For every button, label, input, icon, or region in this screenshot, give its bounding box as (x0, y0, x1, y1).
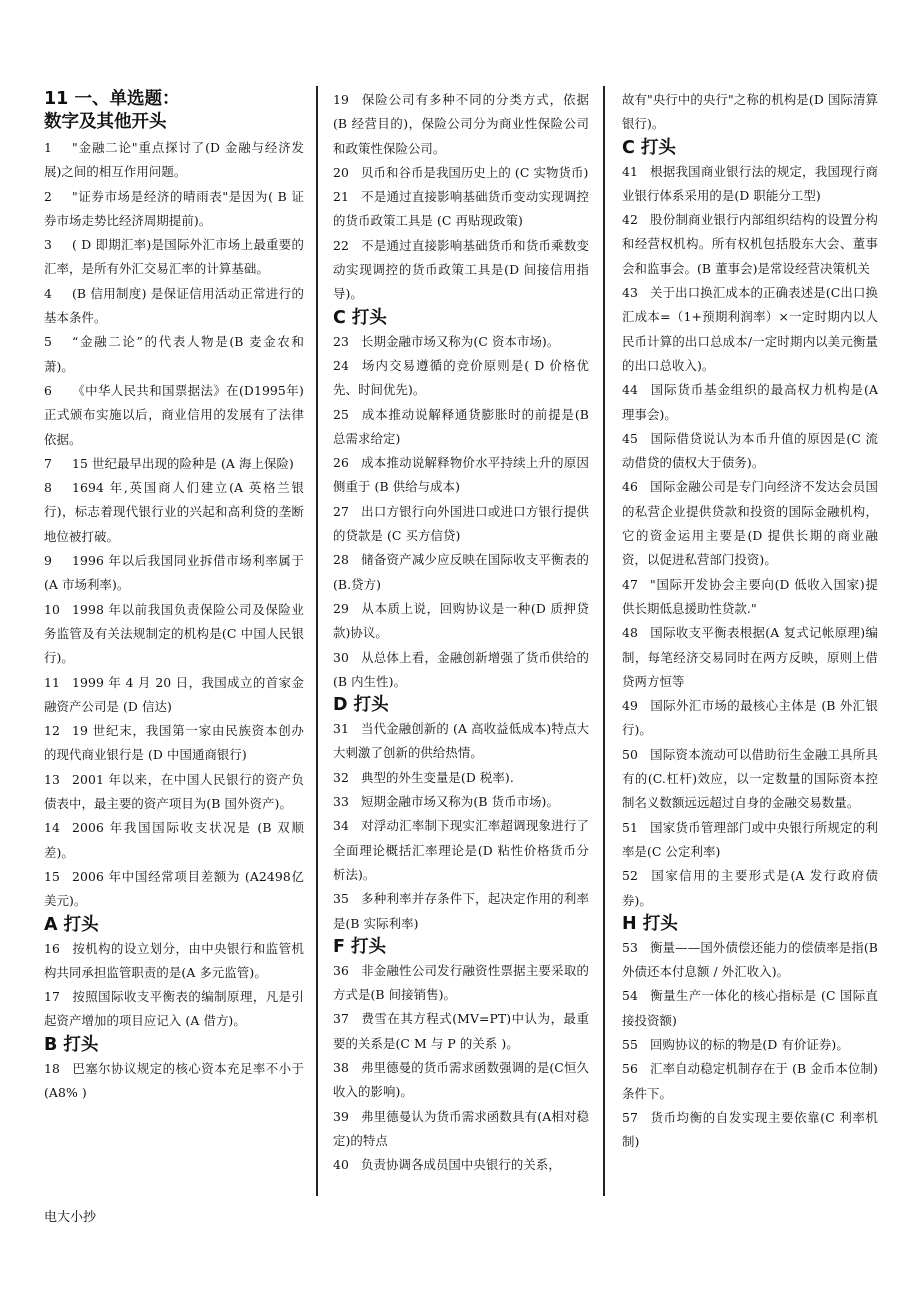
question-number: 8 (44, 480, 52, 496)
question-item (44, 671, 304, 720)
letter-heading: F 打头 (333, 936, 387, 957)
question-text: 1999 年 4 月 20 日，我国成立的首家金融资产公司是 (D 信达) (44, 674, 304, 714)
question-number: 48 (622, 625, 638, 641)
column-2 (333, 88, 589, 1177)
question-number: 41 (622, 163, 638, 179)
question-text: 贝币和谷币是我国历史上的 (C 实物货币) (361, 164, 589, 180)
question-number: 1 (44, 140, 52, 155)
question-number: 21 (333, 189, 349, 205)
question-text: "金融二论"重点探讨了(D 金融与经济发展)之间的相互作用问题。 (44, 140, 304, 180)
question-number: 36 (333, 962, 349, 978)
question-item (44, 937, 304, 986)
question-text: 不是通过直接影响基础货币和货币乘数变动实现调控的货币政策工具是(D 间接信用指导)。 (333, 237, 589, 302)
question-number: 28 (333, 552, 349, 568)
letter-heading: C 打头 (333, 307, 387, 328)
question-text: (B 信用制度) 是保证信用活动正常进行的基本条件。 (44, 285, 304, 326)
question-text: 衡量生产一体化的核心指标是 (C 国际直接投资额) (622, 988, 878, 1028)
question-item (622, 936, 878, 985)
question-text: 货币均衡的自发实现主要依靠(C 利率机制) (622, 1109, 878, 1150)
question-number: 38 (333, 1059, 349, 1075)
question-text: 长期金融市场又称为(C 资本市场)。 (361, 333, 560, 349)
question-item (44, 719, 304, 768)
question-list (333, 88, 589, 1177)
question-number: 47 (622, 576, 638, 592)
question-item (44, 233, 304, 282)
question-item (622, 475, 878, 572)
letter-heading: C 打头 (622, 137, 676, 158)
question-text: 1998 年以前我国负责保险公司及保险业务监管及有关法规制定的机构是(C 中国人民银行)。 (44, 601, 304, 666)
question-text: 汇率自动稳定机制存在于 (B 金币本位制) 条件下。 (622, 1061, 878, 1101)
question-text: “金融二论”的代表人物是(B 麦金农和萧)。 (44, 334, 304, 374)
column-divider (603, 86, 605, 1196)
question-number: 22 (333, 237, 349, 253)
question-item (622, 984, 878, 1033)
question-number: 40 (333, 1157, 349, 1173)
letter-heading: D 打头 (333, 695, 389, 716)
question-item (333, 451, 589, 500)
question-number: 26 (333, 455, 349, 471)
question-list (622, 88, 878, 1154)
question-item (44, 452, 304, 476)
column-divider (316, 86, 318, 1196)
question-number: 27 (333, 503, 349, 519)
question-number: 17 (44, 989, 60, 1005)
question-text: 2006 年我国国际收支状况是 (B 双顺差)。 (44, 820, 304, 860)
question-number: 44 (622, 382, 638, 398)
question-item (333, 1153, 589, 1177)
question-item (44, 476, 304, 549)
question-text: 场内交易遵循的竞价原则是( D 价格优先、时间优先)。 (333, 357, 589, 398)
question-item (333, 814, 589, 887)
section-subtitle: 数字及其他开头 (44, 112, 167, 132)
question-number: 20 (333, 164, 349, 180)
question-item (333, 330, 589, 354)
question-item (333, 403, 589, 452)
question-item (333, 887, 589, 936)
question-text: 不是通过直接影响基础货币变动实现调控的货币政策工具是 (C 再贴现政策) (333, 189, 589, 229)
question-item (333, 790, 589, 814)
question-number: 55 (622, 1036, 638, 1052)
question-number: 3 (44, 237, 52, 253)
question-text: 弗里德曼认为货币需求函数具有(A相对稳定)的特点 (333, 1108, 589, 1148)
question-number: 29 (333, 600, 349, 616)
question-number: 18 (44, 1060, 60, 1076)
question-text: 从总体上看，金融创新增强了货币供给的(B 内生性)。 (333, 649, 589, 689)
question-item (333, 354, 589, 403)
question-text: 出口方银行向外国进口或进口方银行提供的贷款是 (C 买方信贷) (333, 503, 589, 544)
question-text: 国际货币基金组织的最高权力机构是(A 理事会)。 (622, 382, 878, 422)
question-number: 57 (622, 1109, 638, 1125)
question-text: 巴塞尔协议规定的核心资本充足率不小于(A8% ) (44, 1060, 304, 1100)
question-number: 13 (44, 771, 60, 787)
question-number: 11 (44, 674, 60, 690)
question-number: 14 (44, 820, 60, 836)
question-item (333, 717, 589, 766)
question-item (333, 234, 589, 307)
question-item (333, 959, 589, 1008)
question-number: 35 (333, 891, 349, 907)
question-item (622, 573, 878, 622)
question-text: 国际资本流动可以借助衍生金融工具所具有的(C.杠杆)效应，以一定数量的国际资本控制名义数额远远超过自身的金融交易数量。 (622, 746, 878, 811)
question-text: 1996 年以后我国同业拆借市场利率属于(A 市场利率)。 (44, 553, 304, 593)
column-1 (44, 88, 304, 1105)
question-number: 32 (333, 769, 349, 785)
question-text: 2001 年以来，在中国人民银行的资产负债表中，最主要的资产项目为(B 国外资产)。 (44, 771, 304, 812)
question-item (44, 136, 304, 185)
letter-heading: B 打头 (44, 1034, 99, 1055)
question-text: 国家信用的主要形式是(A 发行政府债券)。 (622, 868, 878, 908)
question-text: 衡量——国外债偿还能力的偿债率是指(B 外债还本付息额 / 外汇收入)。 (622, 939, 878, 980)
question-item (333, 500, 589, 549)
question-text: 非金融性公司发行融资性票据主要采取的方式是(B 间接销售)。 (333, 962, 589, 1003)
question-text: 股份制商业银行内部组织结构的设置分构和经营权机构。所有权机包括股东大会、董事会和监事会。(B 董事会)是常设经营决策机关 (622, 212, 878, 276)
question-number: 10 (44, 601, 60, 617)
question-text: 关于出口换汇成本的正确表述是(C出口换汇成本=（1+预期利润率）×一定时期内以人民币计算的出口总成本/一定时期内以美元衡量的出口总收入)。 (622, 285, 878, 373)
question-text: 回购协议的标的物是(D 有价证券)。 (650, 1036, 849, 1052)
question-number: 15 (44, 868, 60, 884)
column-3 (622, 88, 878, 1154)
question-number: 54 (622, 988, 638, 1004)
question-item (622, 88, 878, 137)
question-text: 15 世纪最早出现的险种是 (A 海上保险) (72, 455, 294, 471)
question-number: 16 (44, 940, 60, 956)
question-text: 2006 年中国经常项目差额为 (A2498亿美元)。 (44, 868, 304, 909)
question-item (622, 1057, 878, 1106)
question-item (44, 768, 304, 817)
question-item (44, 598, 304, 671)
question-text: 故有"央行中的央行"之称的机构是(D 国际清算银行)。 (622, 92, 878, 132)
question-text: "证券市场是经济的晴雨表"是因为( B 证券市场走势比经济周期提前)。 (44, 188, 304, 228)
question-number: 39 (333, 1108, 349, 1124)
question-number: 51 (622, 819, 638, 835)
question-item (44, 185, 304, 234)
question-text: 国际收支平衡表根据(A 复式记帐原理)编制，每笔经济交易同时在两方反映，原则上借贷两方恒等 (622, 625, 878, 689)
question-item (333, 88, 589, 161)
question-text: 国家货币管理部门或中央银行所规定的利率是(C 公定利率) (622, 819, 878, 859)
question-number: 23 (333, 333, 349, 349)
question-text: 1694 年,英国商人们建立(A 英格兰银行)，标志着现代银行业的兴起和高利贷的垄断地位被打破。 (44, 480, 304, 544)
question-item (333, 1056, 589, 1105)
question-item (622, 427, 878, 476)
question-number: 2 (44, 188, 52, 204)
question-text: 根据我国商业银行法的规定，我国现行商业银行体系采用的是(D 职能分工型) (622, 163, 878, 203)
question-item (622, 1033, 878, 1057)
question-number: 45 (622, 430, 638, 446)
question-text: 短期金融市场又称为(B 货币市场)。 (361, 794, 559, 810)
question-text: 19 世纪末，我国第一家由民族资本创办的现代商业银行是 (D 中国通商银行) (44, 723, 304, 763)
question-number: 7 (44, 455, 52, 471)
question-item (44, 282, 304, 331)
question-text: "国际开发协会主要向(D 低收入国家)提供长期低息援助性贷款." (622, 576, 878, 616)
question-item (622, 694, 878, 743)
question-item (333, 548, 589, 597)
question-text: 成本推动说解释通货膨胀时的前提是(B 总需求给定) (333, 406, 589, 446)
question-text: 多种利率并存条件下，起决定作用的利率是(B 实际利率) (333, 891, 589, 931)
question-text: 国际金融公司是专门向经济不发达会员国的私营企业提供贷款和投资的国际金融机构，它的资金运用主要是(D 提供长期的商业融资，以促进私营部门投资)。 (622, 479, 878, 568)
question-number: 12 (44, 723, 60, 739)
question-number: 33 (333, 794, 349, 810)
question-number: 42 (622, 212, 638, 228)
question-number: 6 (44, 382, 52, 398)
question-number: 31 (333, 721, 349, 737)
question-item (333, 1105, 589, 1154)
question-item (622, 621, 878, 694)
letter-heading: A 打头 (44, 914, 99, 935)
section-title: 11 一、单选题： (44, 89, 180, 109)
question-item (333, 185, 589, 234)
question-item (333, 161, 589, 185)
question-number: 25 (333, 406, 349, 422)
question-number: 56 (622, 1061, 638, 1077)
question-item (622, 208, 878, 281)
question-number: 30 (333, 649, 349, 665)
question-item (44, 549, 304, 598)
question-number: 5 (44, 334, 52, 350)
question-number: 19 (333, 92, 349, 107)
question-item (622, 743, 878, 816)
question-text: 按机构的设立划分，由中央银行和监管机构共同承担监管职责的是(A 多元监管)。 (44, 940, 304, 980)
question-item (44, 816, 304, 865)
page-footer: 电大小抄 (44, 1210, 97, 1225)
question-text: 当代金融创新的 (A 高收益低成本)特点大大刺激了创新的供给热情。 (333, 721, 589, 761)
letter-heading: H 打头 (622, 913, 678, 934)
question-item (622, 864, 878, 913)
question-item (44, 330, 304, 379)
question-number: 50 (622, 746, 638, 762)
question-item (622, 378, 878, 427)
question-item (622, 1106, 878, 1155)
question-number: 43 (622, 285, 638, 301)
question-text: 负责协调各成员国中央银行的关系， (361, 1157, 561, 1173)
question-number: 46 (622, 479, 638, 495)
question-item (622, 281, 878, 378)
question-text: 从本质上说，回购协议是一种(D 质押贷款)协议。 (333, 600, 589, 641)
question-number: 52 (622, 868, 638, 884)
question-text: 典型的外生变量是(D 税率). (361, 769, 514, 785)
question-text: 《中华人民共和国票据法》在(D1995年)正式颁布实施以后，商业信用的发展有了法律依据。 (44, 382, 304, 447)
question-text: 保险公司有多种不同的分类方式，依据 (B 经营目的)，保险公司分为商业性保险公司和政策性保险公司。 (333, 92, 589, 156)
question-text: 国际外汇市场的最核心主体是 (B 外汇银行)。 (622, 698, 878, 738)
question-number: 53 (622, 939, 638, 955)
question-item (44, 865, 304, 914)
question-item (622, 160, 878, 209)
question-text: 费雪在其方程式(MV=PT)中认为，最重要的关系是(C M 与 P 的关系 )。 (333, 1011, 589, 1051)
question-text: 成本推动说解释物价水平持续上升的原因侧重于 (B 供给与成本) (333, 455, 589, 495)
question-text: 按照国际收支平衡表的编制原理，凡是引起资产增加的项目应记入 (A 借方)。 (44, 989, 304, 1029)
question-item (333, 597, 589, 646)
question-text: 弗里德曼的货币需求函数强调的是(C恒久收入的影响)。 (333, 1059, 589, 1100)
question-text: 对浮动汇率制下现实汇率超调现象进行了全面理论概括汇率理论是(D 粘性价格货币分析法)。 (333, 818, 589, 882)
question-item (44, 379, 304, 452)
question-item (333, 766, 589, 790)
question-item (333, 646, 589, 695)
question-item (44, 985, 304, 1034)
question-number: 9 (44, 553, 52, 569)
question-number: 37 (333, 1011, 349, 1027)
question-item (333, 1007, 589, 1056)
question-number: 49 (622, 698, 638, 714)
question-number: 24 (333, 357, 349, 373)
question-number: 4 (44, 285, 52, 301)
question-text: ( D 即期汇率)是国际外汇市场上最重要的汇率，是所有外汇交易汇率的计算基础。 (44, 237, 304, 277)
question-number: 34 (333, 818, 349, 834)
question-text: 储备资产减少应反映在国际收支平衡表的(B.贷方) (333, 552, 589, 592)
question-item (622, 816, 878, 865)
question-list (44, 136, 304, 1105)
question-item (44, 1057, 304, 1106)
question-text: 国际借贷说认为本币升值的原因是(C 流动借贷的债权大于债务)。 (622, 430, 878, 471)
